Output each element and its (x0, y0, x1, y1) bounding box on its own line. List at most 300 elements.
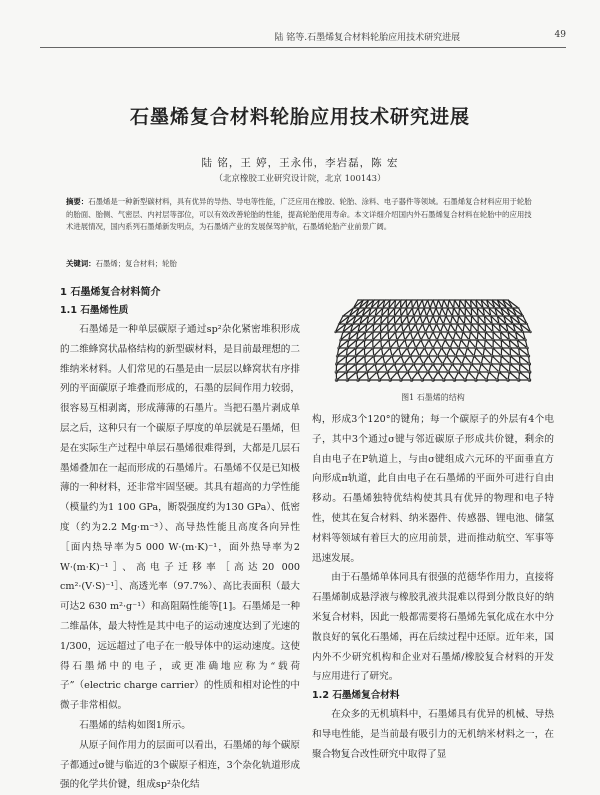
lattice-bond (403, 324, 409, 332)
carbon-atom (358, 307, 360, 309)
carbon-atom (357, 331, 359, 333)
lattice-bond (443, 324, 448, 332)
carbon-atom (355, 339, 358, 342)
carbon-atom (416, 370, 419, 373)
lattice-bond (446, 316, 451, 324)
carbon-atom (428, 339, 431, 342)
lattice-bond (453, 340, 459, 348)
carbon-atom (460, 362, 463, 365)
carbon-atom (500, 347, 503, 350)
lattice-bond (423, 316, 427, 324)
carbon-atom (399, 378, 403, 382)
carbon-atom (492, 347, 495, 350)
figure-caption: 图1 石墨烯的结构 (314, 392, 552, 403)
carbon-atom (401, 323, 403, 325)
carbon-atom (484, 331, 486, 333)
carbon-atom (335, 370, 338, 373)
lattice-bond (337, 372, 347, 380)
carbon-atom (423, 347, 426, 350)
carbon-atom (439, 331, 441, 333)
carbon-atom (394, 323, 396, 325)
carbon-atom (382, 307, 384, 309)
carbon-atom (370, 307, 372, 309)
section-1-1-heading: 1.1 石墨烯性质 (60, 302, 300, 320)
carbon-atom (474, 378, 478, 382)
carbon-atom (342, 315, 344, 317)
carbon-atom (528, 378, 532, 382)
carbon-atom (406, 315, 408, 317)
lattice-bond (397, 332, 403, 340)
lattice-bond (388, 324, 395, 332)
lattice-bond (465, 308, 471, 316)
lattice-bond (449, 300, 454, 308)
carbon-atom (412, 339, 415, 342)
paper-title: 石墨烯复合材料轮胎应用技术研究进展 (0, 102, 600, 129)
carbon-atom (477, 331, 479, 333)
graphene-lattice-illustration (314, 288, 552, 392)
carbon-atom (453, 378, 457, 382)
lattice-bond (436, 308, 439, 316)
carbon-atom (529, 331, 531, 333)
carbon-atom (500, 339, 503, 342)
carbon-atom (345, 323, 347, 325)
lattice-bond (433, 324, 436, 332)
carbon-atom (463, 323, 465, 325)
carbon-atom (519, 323, 521, 325)
carbon-atom (409, 355, 412, 358)
carbon-atom (467, 370, 470, 373)
carbon-atom (357, 299, 359, 301)
carbon-atom (524, 339, 527, 342)
lattice-bond (358, 372, 367, 380)
carbon-atom (412, 362, 415, 365)
carbon-atom (440, 347, 443, 350)
carbon-atom (421, 378, 425, 382)
carbon-atom (516, 315, 518, 317)
carbon-atom (363, 355, 366, 358)
carbon-atom (365, 370, 368, 373)
carbon-atom (469, 331, 471, 333)
lattice-bond (452, 316, 457, 324)
lattice-bond (492, 356, 500, 364)
lattice-bond (401, 300, 407, 308)
lattice-bond (442, 300, 444, 308)
lattice-bond (406, 308, 407, 316)
lattice-bond (520, 364, 530, 372)
keywords-label: 关键词： (66, 259, 96, 268)
carbon-atom (409, 331, 411, 333)
carbon-atom (393, 362, 396, 365)
lattice-bond (493, 340, 501, 348)
lattice-bond (382, 340, 389, 348)
carbon-atom (431, 362, 434, 365)
carbon-atom (476, 339, 479, 342)
carbon-atom (334, 331, 336, 333)
carbon-atom (466, 347, 469, 350)
section-1-2-heading: 1.2 石墨烯复合材料 (312, 687, 554, 705)
body-paragraph: 从原子间作用力的层面可以看出，石墨烯的每个碳原子都通过σ键与临近的3个碳原子相连，3个杂化轨道形成强的化学共价键，组成sp²杂化结 (60, 736, 300, 795)
body-paragraph: 石墨烯是一种单层碳原子通过sp²杂化紧密堆积形成的二维蜂窝状晶格结构的新型碳材料，是目前最理想的二维纳米材料。人们常见的石墨是由一层层以蜂窝状有序排列的平面碳原子堆叠而形成的，石墨的层间作用力较弱，很容易互相剥离，形成薄薄的石墨片。当把石墨片剥成单层之后，这种只有一个碳原子厚度的单层就是石墨烯，但是在实际生产过程中单层石墨烯很难得到，大都是几层石墨烯叠加在一起而形成的石墨烯片。石墨烯不仅是已知极薄的一种材料，还非常牢固坚硬。其具有超高的力学性能（模量约为1 100 GPa，断裂强度约为130 GPa）、低密度（约为2.2 Mg·m⁻³）、高导热性能且高度各向异性［面内热导率为5 000 W·(m·K)⁻¹，面外热导率为2 W·(m·K)⁻¹］、高电子迁移率［高达20 000 cm²·(V·S)⁻¹］、高透光率（97.7%）、高比表面积（最大可达2 630 m²·g⁻¹）和高阻隔性能等[1]。石墨烯是一种二维晶体，最大特性是其中电子的运动速度达到了光速的1/300，远远超过了电子在一般导体中的运动速度。这使得石墨烯中的电子，或更准确地应称为“载荷子”（electric charge carrier）的性质和相对论性的中微子非常相似。 (60, 320, 300, 716)
lattice-bond (501, 356, 510, 364)
carbon-atom (505, 323, 507, 325)
carbon-atom (480, 299, 482, 301)
carbon-atom (418, 355, 421, 358)
carbon-atom (387, 331, 389, 333)
carbon-atom (383, 362, 386, 365)
carbon-atom (337, 347, 340, 350)
body-paragraph: 由于石墨烯单体同具有很强的范德华作用力，直接将石墨烯制成悬浮液与橡胶乳液共混难以得到分散良好的纳米复合材料，因此一般都需要将石墨烯先氧化成在水中分散良好的氧化石墨烯，再在后续过程中还原。近年来，国内外不少研究机构和企业对石墨烯/橡胶复合材料的开发与应用进行了研究。 (312, 568, 554, 687)
carbon-atom (471, 315, 473, 317)
carbon-atom (373, 323, 375, 325)
carbon-atom (432, 331, 434, 333)
lattice-bond (441, 324, 444, 332)
lattice-bond (508, 300, 518, 308)
carbon-atom (468, 339, 471, 342)
lattice-bond (443, 316, 445, 324)
keywords-text: 石墨烯；复合材料；轮胎 (96, 259, 177, 268)
lattice-bond (474, 356, 481, 364)
carbon-atom (487, 370, 490, 373)
lattice-bond (456, 332, 462, 340)
lattice-bond (390, 340, 397, 348)
carbon-atom (374, 315, 376, 317)
carbon-atom (421, 323, 423, 325)
carbon-atom (436, 370, 439, 373)
carbon-atom (496, 299, 498, 301)
lattice-bond (448, 300, 449, 308)
carbon-atom (496, 378, 500, 382)
carbon-atom (420, 339, 423, 342)
lattice-bond (380, 324, 387, 332)
carbon-atom (503, 315, 505, 317)
lattice-bond (454, 300, 455, 308)
carbon-atom (483, 347, 486, 350)
carbon-atom (492, 331, 494, 333)
carbon-atom (400, 307, 402, 309)
carbon-atom (496, 315, 498, 317)
carbon-atom (423, 307, 425, 309)
lattice-bond (346, 356, 355, 364)
running-header (40, 30, 566, 48)
carbon-atom (491, 355, 494, 358)
carbon-atom (470, 299, 472, 301)
lattice-bond (367, 364, 375, 372)
carbon-atom (438, 315, 440, 317)
carbon-atom (379, 339, 382, 342)
carbon-atom (508, 370, 511, 373)
lattice-bond (412, 300, 413, 308)
lattice-bond (427, 308, 430, 316)
lattice-bond (478, 332, 485, 340)
lattice-bond (409, 316, 414, 324)
carbon-atom (354, 347, 357, 350)
carbon-atom (459, 299, 461, 301)
lattice-bond (407, 340, 413, 348)
carbon-atom (491, 323, 493, 325)
carbon-atom (470, 307, 472, 309)
left-column (60, 284, 300, 795)
carbon-atom (417, 307, 419, 309)
lattice-bond (469, 340, 476, 348)
carbon-atom (518, 355, 521, 358)
carbon-atom (447, 331, 449, 333)
carbon-atom (518, 370, 521, 373)
carbon-atom (405, 299, 407, 301)
lattice-bond (456, 324, 458, 332)
carbon-atom (387, 315, 389, 317)
carbon-atom (396, 339, 399, 342)
carbon-atom (355, 315, 357, 317)
lattice-bond (392, 348, 399, 356)
carbon-atom (432, 347, 435, 350)
carbon-atom (507, 299, 509, 301)
carbon-atom (380, 347, 383, 350)
lattice-bond (499, 372, 508, 380)
lattice-bond (346, 364, 355, 372)
carbon-atom (484, 323, 486, 325)
carbon-atom (368, 315, 370, 317)
lattice-bond (364, 340, 372, 348)
lattice-bond (454, 300, 459, 308)
carbon-atom (507, 331, 509, 333)
lattice-bond (430, 316, 433, 324)
lattice-bond (436, 316, 439, 324)
lattice-bond (421, 332, 426, 340)
carbon-atom (376, 307, 378, 309)
lattice-bond (433, 316, 436, 324)
carbon-atom (442, 323, 444, 325)
carbon-atom (421, 299, 423, 301)
carbon-atom (475, 299, 477, 301)
carbon-atom (406, 347, 409, 350)
carbon-atom (441, 362, 444, 365)
carbon-atom (488, 307, 490, 309)
lattice-bond (423, 324, 426, 332)
carbon-atom (485, 378, 489, 382)
lattice-bond (336, 364, 346, 372)
lattice-bond (418, 300, 422, 308)
carbon-atom (474, 347, 477, 350)
carbon-atom (502, 299, 504, 301)
body-paragraph: 在众多的无机填料中，石墨烯具有优异的机械、导热和导电性能，是当前最有吸引力的无机纳米材料之一，在聚合物复合改性研究中取得了显 (312, 705, 554, 764)
carbon-atom (389, 347, 392, 350)
lattice-bond (450, 316, 452, 324)
carbon-atom (391, 355, 394, 358)
carbon-atom (402, 362, 405, 365)
carbon-atom (338, 323, 340, 325)
carbon-atom (457, 370, 460, 373)
lattice-bond (464, 324, 470, 332)
lattice-bond (377, 364, 385, 372)
running-title: 陆 铭等.石墨烯复合材料轮胎应用技术研究进展 (180, 30, 555, 43)
carbon-atom (512, 307, 514, 309)
lattice-bond (409, 324, 411, 332)
lattice-bond (407, 308, 412, 316)
lattice-bond (481, 364, 489, 372)
lattice-bond (459, 308, 460, 316)
carbon-atom (463, 378, 467, 382)
lattice-bond (430, 300, 433, 308)
carbon-atom (451, 315, 453, 317)
carbon-atom (509, 362, 512, 365)
lattice-bond (383, 348, 390, 356)
lattice-bond (394, 308, 400, 316)
lattice-bond (401, 348, 407, 356)
lattice-bond (436, 300, 438, 308)
lattice-bond (430, 324, 433, 332)
carbon-atom (396, 370, 399, 373)
carbon-atom (435, 323, 437, 325)
lattice-bond (424, 300, 427, 308)
carbon-atom (345, 355, 348, 358)
carbon-atom (356, 378, 360, 382)
carbon-atom (514, 331, 516, 333)
carbon-atom (470, 323, 472, 325)
lattice-bond (510, 356, 519, 364)
lattice-bond (407, 316, 408, 324)
lattice-bond (365, 348, 373, 356)
lattice-bond (442, 308, 446, 316)
carbon-atom (432, 315, 434, 317)
body-paragraph: 构，形成3个120°的键角；每一个碳原子的外层有4个电子，其中3个通过σ键与邻近碳原子形成共价键，剩余的自由电子在P轨道上，与由σ键组成六元环的平面垂直方向形成π轨道，此自由电子在石墨烯的平面外可进行自由移动。石墨烯独特优结构使其具有优异的物理和电子特性，使其在复合材料、纳米器件、传感器、锂电池、储氢材料等领域有着巨大的应用前景，进而推动航空、军事等迅速发展。 (312, 410, 554, 568)
carbon-atom (448, 299, 450, 301)
carbon-atom (486, 299, 488, 301)
lattice-bond (467, 348, 474, 356)
carbon-atom (387, 323, 389, 325)
carbon-atom (451, 362, 454, 365)
lattice-bond (357, 364, 366, 372)
carbon-atom (363, 339, 366, 342)
lattice-bond (356, 356, 365, 364)
carbon-atom (522, 331, 524, 333)
carbon-atom (359, 323, 361, 325)
lattice-bond (429, 332, 433, 340)
carbon-atom (346, 378, 350, 382)
lattice-bond (418, 324, 423, 332)
carbon-atom (464, 299, 466, 301)
carbon-atom (345, 362, 348, 365)
lattice-bond (460, 308, 466, 316)
carbon-atom (427, 299, 429, 301)
carbon-atom (372, 347, 375, 350)
carbon-atom (483, 315, 485, 317)
authors: 陆 铭，王 婷，王永伟，李岩磊，陈 宏 (0, 155, 600, 170)
body-paragraph: 石墨烯的结构如图1所示。 (60, 716, 300, 736)
lattice-bond (491, 364, 499, 372)
lattice-bond (463, 332, 469, 340)
affiliation: （北京橡胶工业研究设计院，北京 100143） (0, 172, 600, 184)
carbon-atom (352, 323, 354, 325)
carbon-atom (362, 299, 364, 301)
lattice-bond (430, 308, 433, 316)
carbon-atom (395, 299, 397, 301)
carbon-atom (453, 307, 455, 309)
carbon-atom (364, 307, 366, 309)
lattice-bond (417, 300, 418, 308)
lattice-bond (418, 308, 420, 316)
carbon-atom (517, 347, 520, 350)
carbon-atom (381, 355, 384, 358)
carbon-atom (508, 339, 511, 342)
carbon-atom (436, 339, 439, 342)
carbon-atom (379, 299, 381, 301)
carbon-atom (386, 370, 389, 373)
lattice-bond (436, 324, 440, 332)
lattice-bond (465, 316, 471, 324)
carbon-atom (364, 362, 367, 365)
carbon-atom (407, 323, 409, 325)
carbon-atom (509, 315, 511, 317)
carbon-atom (335, 362, 338, 365)
carbon-atom (459, 307, 461, 309)
lattice-bond (439, 316, 443, 324)
lattice-bond (510, 364, 519, 372)
carbon-atom (445, 355, 448, 358)
keywords (66, 258, 538, 269)
carbon-atom (526, 323, 528, 325)
carbon-atom (384, 299, 386, 301)
carbon-atom (518, 362, 521, 365)
carbon-atom (387, 339, 390, 342)
carbon-atom (516, 339, 519, 342)
carbon-atom (528, 362, 531, 365)
carbon-atom (349, 331, 351, 333)
lattice-bond (478, 324, 485, 332)
carbon-atom (372, 331, 374, 333)
carbon-atom (472, 355, 475, 358)
carbon-atom (447, 307, 449, 309)
carbon-atom (361, 315, 363, 317)
carbon-atom (484, 339, 487, 342)
carbon-atom (416, 299, 418, 301)
lattice-bond (464, 316, 465, 324)
lattice-bond (433, 308, 436, 316)
lattice-bond (385, 356, 392, 364)
carbon-atom (406, 370, 409, 373)
lattice-bond (501, 364, 510, 372)
carbon-atom (476, 307, 478, 309)
lattice-bond (414, 316, 416, 324)
carbon-atom (422, 362, 425, 365)
lattice-bond (375, 356, 383, 364)
lattice-bond (420, 308, 424, 316)
carbon-atom (402, 331, 404, 333)
carbon-atom (454, 299, 456, 301)
carbon-atom (393, 315, 395, 317)
lattice-bond (457, 316, 458, 324)
carbon-atom (345, 370, 348, 373)
lattice-bond (365, 356, 373, 364)
carbon-atom (528, 370, 531, 373)
lattice-bond (381, 332, 388, 340)
carbon-atom (499, 362, 502, 365)
abstract (66, 196, 538, 234)
lattice-bond (509, 372, 518, 380)
lattice-bond (459, 316, 465, 324)
lattice-bond (450, 324, 455, 332)
lattice-bond (471, 324, 478, 332)
carbon-atom (414, 347, 417, 350)
lattice-bond (441, 332, 446, 340)
lattice-bond (485, 340, 493, 348)
carbon-atom (457, 347, 460, 350)
carbon-atom (400, 315, 402, 317)
carbon-atom (435, 307, 437, 309)
lattice-bond (356, 348, 365, 356)
lattice-bond (460, 300, 466, 308)
lattice-bond (424, 308, 426, 316)
lattice-bond (373, 340, 381, 348)
